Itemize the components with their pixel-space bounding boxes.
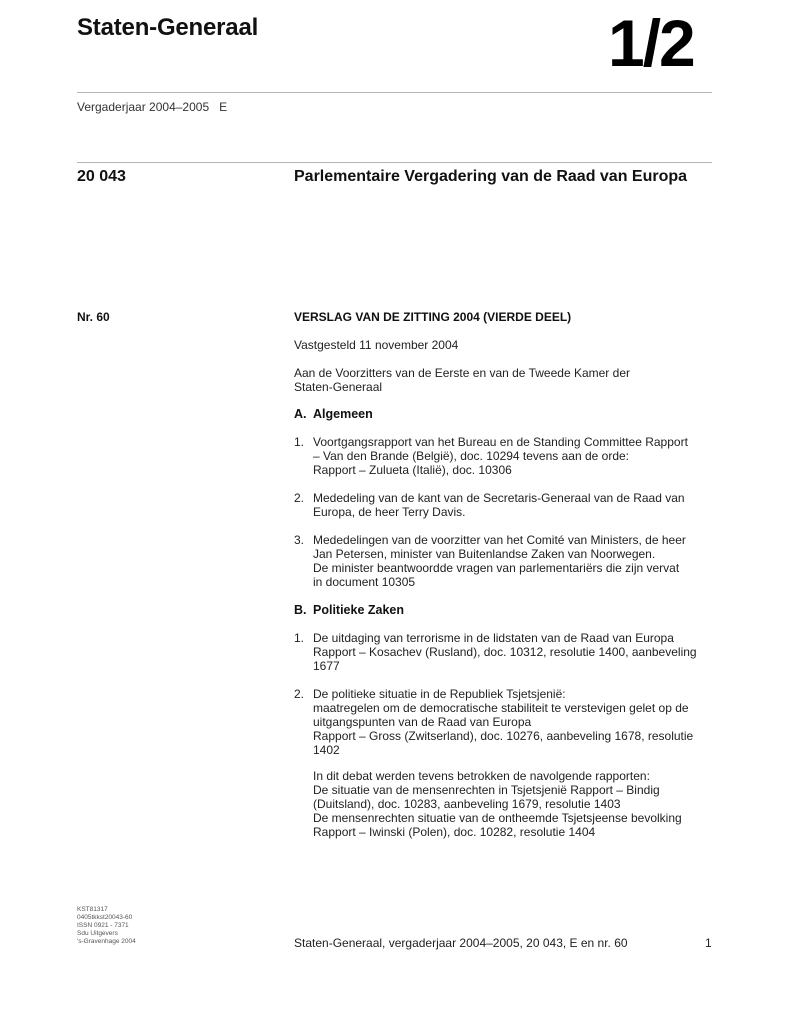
- item-line: uitgangspunten van de Raad van Europa: [313, 715, 532, 729]
- adopted-date: Vastgesteld 11 november 2004: [294, 338, 459, 352]
- document-body: [294, 310, 714, 839]
- item-line: Jan Petersen, minister van Buitenlandse Zaken van Noorwegen.: [313, 547, 656, 561]
- item-number: 2.: [294, 491, 305, 505]
- section-title: Politieke Zaken: [313, 603, 405, 617]
- list-item: [294, 491, 714, 519]
- page-number: 1: [705, 936, 712, 950]
- dossier-title: Parlementaire Vergadering van de Raad van Europa: [294, 168, 688, 185]
- colophon: [77, 906, 136, 946]
- paragraph-line: Rapport – Iwinski (Polen), doc. 10282, resolutie 1404: [313, 825, 596, 839]
- related-reports-paragraph: [313, 769, 714, 839]
- item-line: Mededeling van de kant van de Secretaris-Generaal van de Raad van: [313, 491, 685, 505]
- document-nr: Nr. 60: [77, 310, 110, 324]
- item-number: 1.: [294, 435, 305, 449]
- item-number: 3.: [294, 533, 305, 547]
- item-line: Voortgangsrapport van het Bureau en de Standing Committee Rapport: [313, 435, 688, 449]
- item-line: 1677: [313, 659, 340, 673]
- item-line: maatregelen om de democratische stabiliteit te verstevigen gelet op de: [313, 701, 689, 715]
- colophon-line: KST81317: [77, 906, 108, 913]
- item-text: [313, 435, 714, 477]
- colophon-line: 's-Gravenhage 2004: [77, 938, 136, 945]
- item-line: in document 10305: [313, 575, 416, 589]
- footer-reference: Staten-Generaal, vergaderjaar 2004–2005, 20 043, E en nr. 60: [294, 936, 628, 950]
- document-number: 1/2: [608, 6, 694, 80]
- item-text: [313, 631, 714, 673]
- paragraph-line: In dit debat werden tevens betrokken de navolgende rapporten:: [313, 769, 650, 783]
- section-heading-b: [294, 603, 714, 617]
- list-item: [294, 435, 714, 477]
- item-text: [313, 491, 714, 519]
- item-line: Rapport – Kosachev (Rusland), doc. 10312, resolutie 1400, aanbeveling: [313, 645, 697, 659]
- section-letter: B.: [294, 603, 307, 617]
- report-title: VERSLAG VAN DE ZITTING 2004 (VIERDE DEEL): [294, 310, 572, 324]
- item-line: – Van den Brande (België), doc. 10294 tevens aan de orde:: [313, 449, 630, 463]
- paragraph-line: De mensenrechten situatie van de ontheemde Tsjetsjeense bevolking: [313, 811, 682, 825]
- list-item: [294, 631, 714, 673]
- item-line: Rapport – Zulueta (Italië), doc. 10306: [313, 463, 512, 477]
- series-letter: E: [219, 100, 228, 114]
- item-number: 2.: [294, 687, 305, 701]
- item-text: [313, 533, 714, 589]
- list-item: [294, 687, 714, 757]
- addressee: [294, 366, 714, 394]
- session-year: Vergaderjaar 2004–2005: [77, 100, 210, 114]
- item-text: [313, 687, 714, 757]
- session-year-line: [77, 100, 227, 114]
- section-letter: A.: [294, 407, 307, 421]
- section-heading-a: [294, 407, 714, 421]
- section-title: Algemeen: [313, 407, 373, 421]
- colophon-line: Sdu Uitgevers: [77, 930, 118, 937]
- divider: [77, 92, 712, 93]
- item-line: 1402: [313, 743, 340, 757]
- item-line: Europa, de heer Terry Davis.: [313, 505, 466, 519]
- item-line: De politieke situatie in de Republiek Tsjetsjenië:: [313, 687, 566, 701]
- addressee-line: Aan de Voorzitters van de Eerste en van de Tweede Kamer der: [294, 366, 630, 380]
- paragraph-line: De situatie van de mensenrechten in Tsjetsjenië Rapport – Bindig: [313, 783, 660, 797]
- list-item: [294, 533, 714, 589]
- paragraph-line: (Duitsland), doc. 10283, aanbeveling 1679, resolutie 1403: [313, 797, 621, 811]
- item-number: 1.: [294, 631, 305, 645]
- colophon-line: ISSN 0921 - 7371: [77, 922, 129, 929]
- organization-title: Staten-Generaal: [77, 14, 259, 41]
- item-line: De uitdaging van terrorisme in de lidstaten van de Raad van Europa: [313, 631, 674, 645]
- item-line: De minister beantwoordde vragen van parlementariërs die zijn vervat: [313, 561, 680, 575]
- colophon-line: 0405tkkst20043-60: [77, 914, 133, 921]
- item-line: Mededelingen van de voorzitter van het Comité van Ministers, de heer: [313, 533, 686, 547]
- addressee-line: Staten-Generaal: [294, 380, 383, 394]
- item-line: Rapport – Gross (Zwitserland), doc. 10276, aanbeveling 1678, resolutie: [313, 729, 694, 743]
- divider: [77, 162, 712, 163]
- dossier-number: 20 043: [77, 168, 126, 185]
